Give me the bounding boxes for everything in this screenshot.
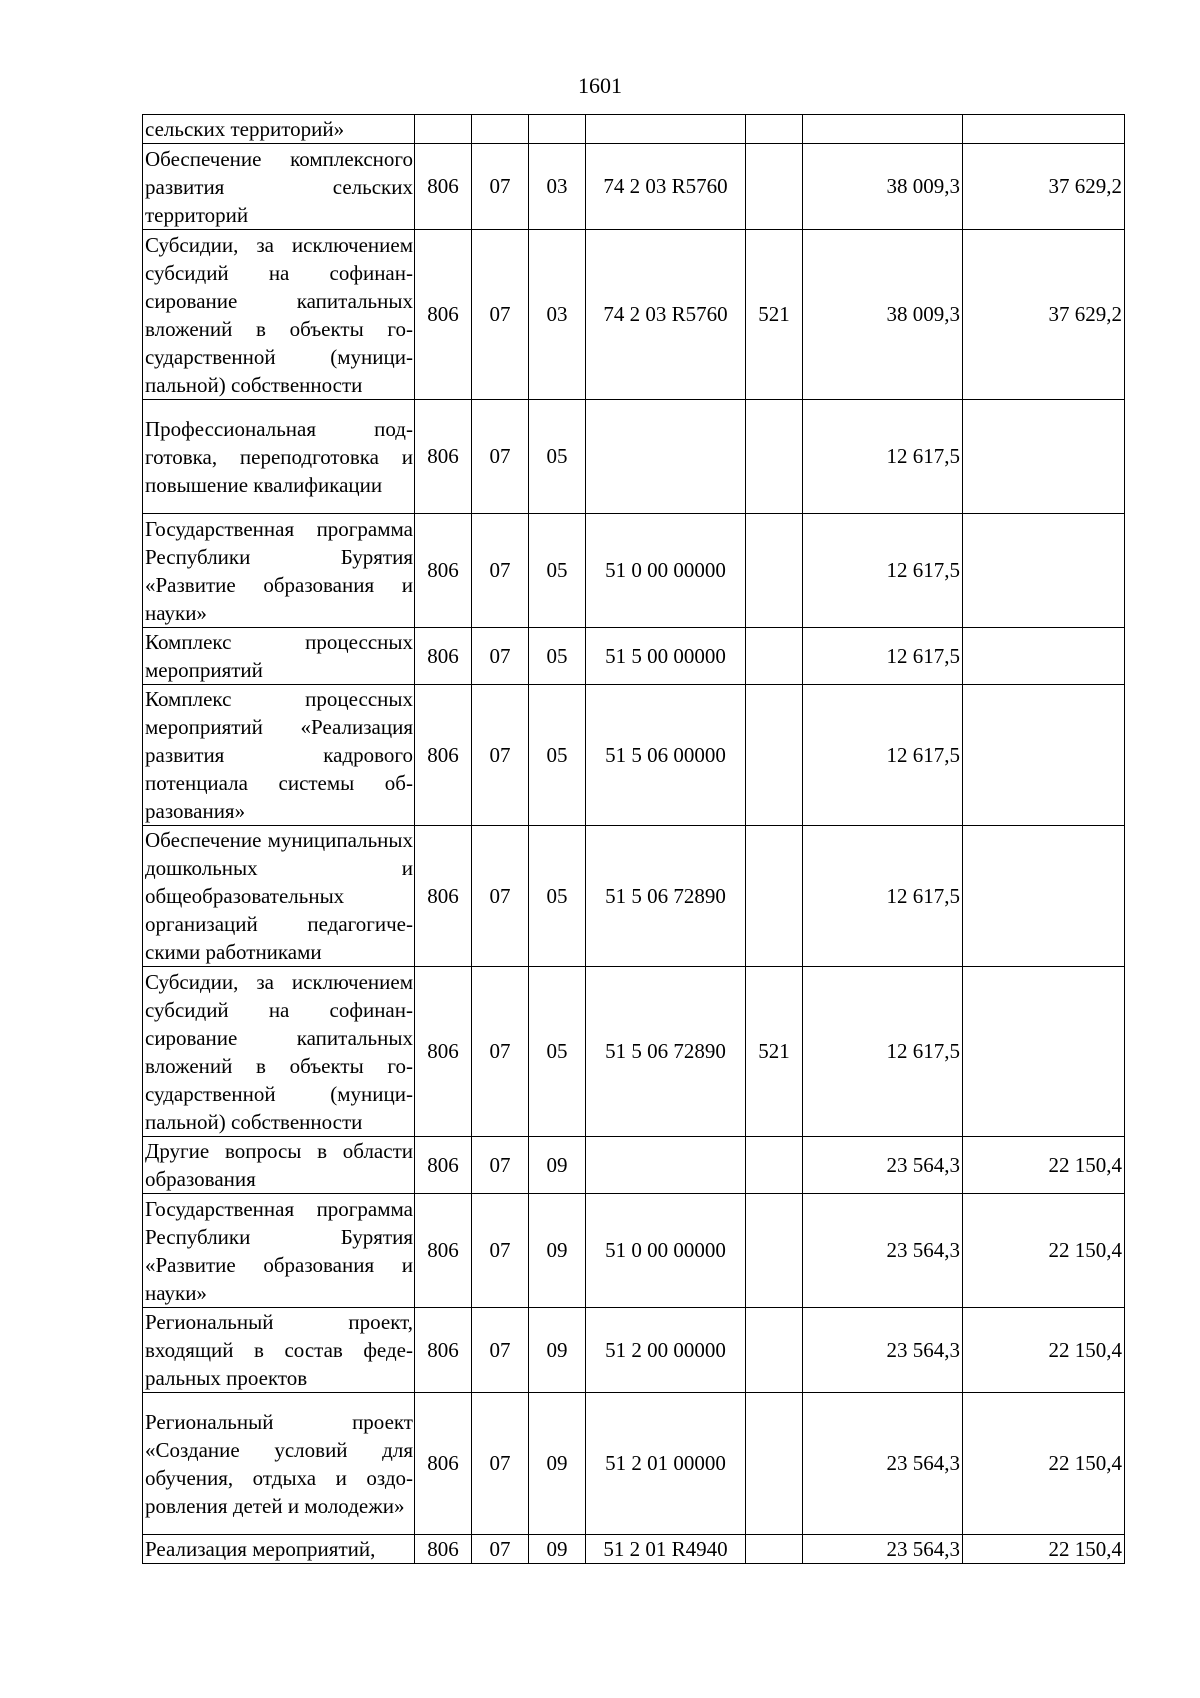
cell-sum2 xyxy=(963,967,1125,1137)
cell-rz: 07 xyxy=(472,967,529,1137)
cell-rz: 07 xyxy=(472,1137,529,1194)
cell-csr: 51 2 01 00000 xyxy=(586,1393,746,1535)
table-row xyxy=(143,1137,1125,1194)
cell-pr: 09 xyxy=(529,1535,586,1564)
cell-vr xyxy=(746,400,803,514)
cell-vr xyxy=(746,115,803,144)
cell-sum1: 23 564,3 xyxy=(803,1535,963,1564)
cell-rz: 07 xyxy=(472,144,529,230)
cell-rz: 07 xyxy=(472,1393,529,1535)
cell-csr xyxy=(586,400,746,514)
cell-name: Комплекс процессных мероприятий xyxy=(143,628,415,685)
table-row xyxy=(143,400,1125,514)
cell-ved: 806 xyxy=(415,826,472,967)
page-number: 1601 xyxy=(578,73,622,98)
cell-sum1: 23 564,3 xyxy=(803,1393,963,1535)
cell-ved xyxy=(415,115,472,144)
cell-pr: 05 xyxy=(529,826,586,967)
cell-csr: 51 2 01 R4940 xyxy=(586,1535,746,1564)
cell-ved: 806 xyxy=(415,514,472,628)
cell-sum1: 23 564,3 xyxy=(803,1137,963,1194)
cell-sum1: 23 564,3 xyxy=(803,1308,963,1393)
cell-vr xyxy=(746,1535,803,1564)
table-row xyxy=(143,1308,1125,1393)
cell-sum2 xyxy=(963,115,1125,144)
cell-rz: 07 xyxy=(472,1535,529,1564)
cell-name: Реализация мероприятий, xyxy=(143,1535,415,1564)
cell-csr: 51 5 06 72890 xyxy=(586,826,746,967)
cell-csr: 51 5 00 00000 xyxy=(586,628,746,685)
table-row xyxy=(143,1194,1125,1308)
cell-name: Региональный проект, входящий в состав федеральных проектов xyxy=(143,1308,415,1393)
cell-name: Обеспечение комплексного развития сельских территорий xyxy=(143,144,415,230)
cell-sum1: 23 564,3 xyxy=(803,1194,963,1308)
cell-pr: 09 xyxy=(529,1308,586,1393)
table-row xyxy=(143,230,1125,400)
cell-pr: 05 xyxy=(529,400,586,514)
cell-csr: 74 2 03 R5760 xyxy=(586,144,746,230)
cell-rz: 07 xyxy=(472,628,529,685)
cell-sum2 xyxy=(963,685,1125,826)
cell-sum1: 12 617,5 xyxy=(803,685,963,826)
cell-sum2: 22 150,4 xyxy=(963,1194,1125,1308)
cell-name: Профессиональная подготовка, переподготовка и повышение квалификации xyxy=(143,400,415,514)
cell-vr: 521 xyxy=(746,967,803,1137)
cell-pr: 03 xyxy=(529,144,586,230)
cell-sum2 xyxy=(963,514,1125,628)
cell-sum2 xyxy=(963,400,1125,514)
cell-sum1: 38 009,3 xyxy=(803,230,963,400)
cell-name: Государственная программа Республики Бурятия «Развитие образования и науки» xyxy=(143,514,415,628)
cell-rz: 07 xyxy=(472,1194,529,1308)
cell-pr: 05 xyxy=(529,967,586,1137)
cell-name: Обеспечение муниципальных дошкольных и общеобразовательных организаций педагогическими работниками xyxy=(143,826,415,967)
cell-vr xyxy=(746,1393,803,1535)
cell-ved: 806 xyxy=(415,1535,472,1564)
cell-pr: 09 xyxy=(529,1393,586,1535)
cell-vr: 521 xyxy=(746,230,803,400)
cell-sum2: 22 150,4 xyxy=(963,1137,1125,1194)
cell-sum2: 37 629,2 xyxy=(963,230,1125,400)
cell-ved: 806 xyxy=(415,685,472,826)
table-row xyxy=(143,144,1125,230)
cell-pr: 09 xyxy=(529,1194,586,1308)
cell-pr: 05 xyxy=(529,685,586,826)
cell-csr xyxy=(586,115,746,144)
cell-sum2 xyxy=(963,826,1125,967)
cell-sum1: 38 009,3 xyxy=(803,144,963,230)
cell-rz: 07 xyxy=(472,826,529,967)
cell-pr: 09 xyxy=(529,1137,586,1194)
cell-pr: 05 xyxy=(529,628,586,685)
cell-name: Субсидии, за исключением субсидий на софинансирование капитальных вложений в объекты государственной (муниципальной) собственности xyxy=(143,967,415,1137)
cell-vr xyxy=(746,1137,803,1194)
cell-csr: 51 0 00 00000 xyxy=(586,514,746,628)
cell-ved: 806 xyxy=(415,1393,472,1535)
table-row xyxy=(143,967,1125,1137)
table-body xyxy=(143,115,1125,1564)
table-row xyxy=(143,514,1125,628)
cell-sum1: 12 617,5 xyxy=(803,967,963,1137)
table-row xyxy=(143,826,1125,967)
cell-vr xyxy=(746,144,803,230)
cell-sum1 xyxy=(803,115,963,144)
cell-rz: 07 xyxy=(472,230,529,400)
cell-rz: 07 xyxy=(472,685,529,826)
budget-table xyxy=(142,114,1125,1564)
cell-rz xyxy=(472,115,529,144)
cell-vr xyxy=(746,514,803,628)
cell-name: Государственная программа Республики Бурятия «Развитие образования и науки» xyxy=(143,1194,415,1308)
cell-sum2: 22 150,4 xyxy=(963,1535,1125,1564)
cell-vr xyxy=(746,1194,803,1308)
cell-vr xyxy=(746,826,803,967)
cell-pr: 03 xyxy=(529,230,586,400)
cell-csr: 51 5 06 00000 xyxy=(586,685,746,826)
cell-csr: 51 0 00 00000 xyxy=(586,1194,746,1308)
cell-name: Региональный проект «Создание условий для обучения, отдыха и оздоровления детей и молодежи» xyxy=(143,1393,415,1535)
cell-rz: 07 xyxy=(472,1308,529,1393)
cell-ved: 806 xyxy=(415,1308,472,1393)
cell-ved: 806 xyxy=(415,144,472,230)
cell-name: сельских территорий» xyxy=(143,115,415,144)
cell-pr xyxy=(529,115,586,144)
cell-name: Комплекс процессных мероприятий «Реализация развития кадрового потенциала системы образования» xyxy=(143,685,415,826)
cell-ved: 806 xyxy=(415,1194,472,1308)
table-row xyxy=(143,115,1125,144)
cell-sum2: 22 150,4 xyxy=(963,1308,1125,1393)
cell-name: Субсидии, за исключением субсидий на софинансирование капитальных вложений в объекты государственной (муниципальной) собственности xyxy=(143,230,415,400)
cell-sum1: 12 617,5 xyxy=(803,400,963,514)
cell-vr xyxy=(746,685,803,826)
cell-sum1: 12 617,5 xyxy=(803,826,963,967)
cell-vr xyxy=(746,1308,803,1393)
table-row xyxy=(143,1393,1125,1535)
cell-sum1: 12 617,5 xyxy=(803,628,963,685)
cell-sum1: 12 617,5 xyxy=(803,514,963,628)
cell-rz: 07 xyxy=(472,514,529,628)
cell-name: Другие вопросы в области образования xyxy=(143,1137,415,1194)
table-row xyxy=(143,628,1125,685)
cell-csr: 74 2 03 R5760 xyxy=(586,230,746,400)
cell-csr: 51 2 00 00000 xyxy=(586,1308,746,1393)
cell-ved: 806 xyxy=(415,628,472,685)
cell-rz: 07 xyxy=(472,400,529,514)
cell-ved: 806 xyxy=(415,967,472,1137)
cell-pr: 05 xyxy=(529,514,586,628)
cell-sum2: 37 629,2 xyxy=(963,144,1125,230)
cell-ved: 806 xyxy=(415,1137,472,1194)
cell-csr xyxy=(586,1137,746,1194)
cell-sum2 xyxy=(963,628,1125,685)
cell-ved: 806 xyxy=(415,400,472,514)
cell-sum2: 22 150,4 xyxy=(963,1393,1125,1535)
table-row xyxy=(143,1535,1125,1564)
cell-csr: 51 5 06 72890 xyxy=(586,967,746,1137)
cell-ved: 806 xyxy=(415,230,472,400)
table-row xyxy=(143,685,1125,826)
cell-vr xyxy=(746,628,803,685)
